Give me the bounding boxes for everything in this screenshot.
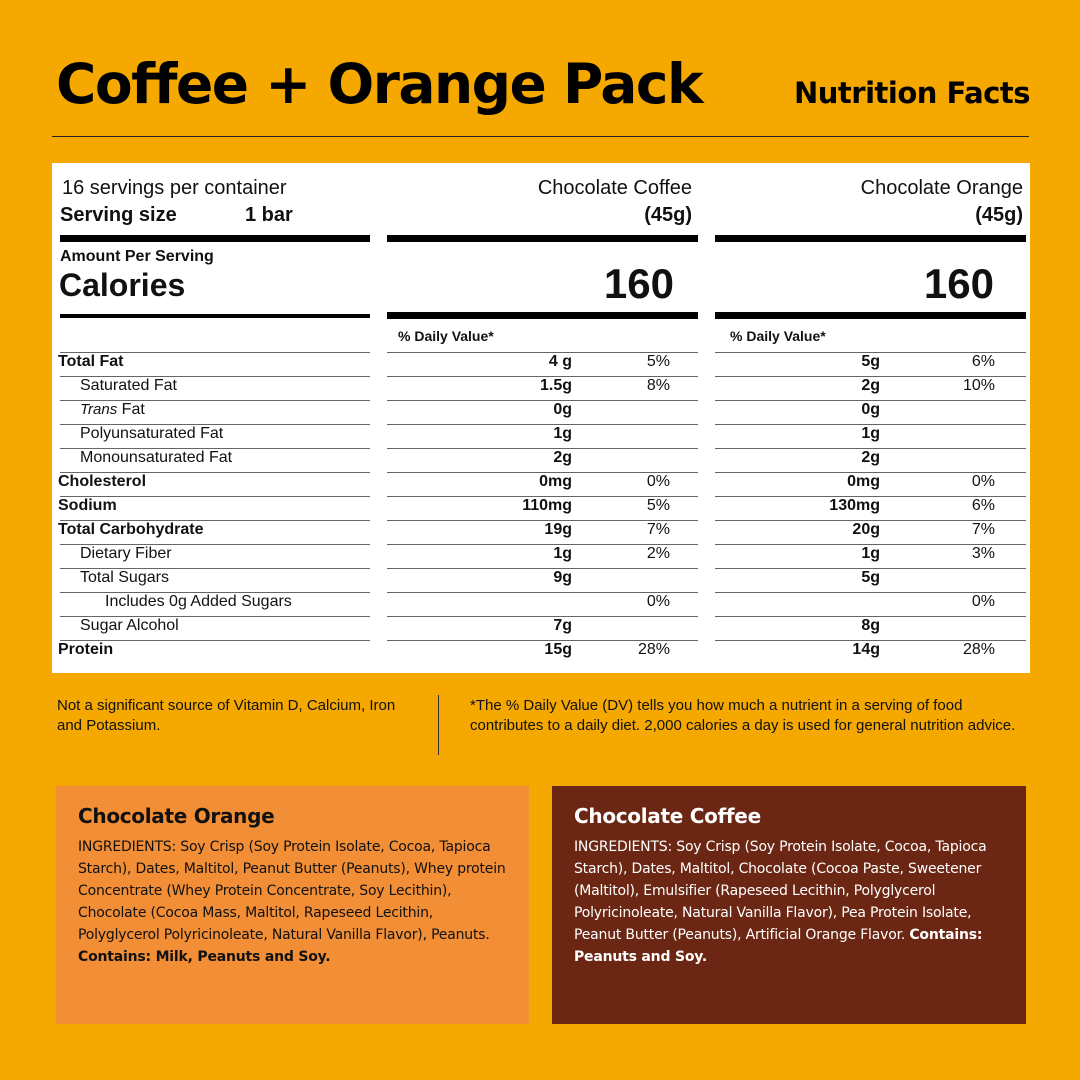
orange-daily-value: 7% bbox=[971, 521, 995, 538]
calories-orange: 160 bbox=[923, 260, 994, 307]
column-header-coffee: Chocolate Coffee bbox=[537, 177, 692, 199]
coffee-amount: 1g bbox=[553, 425, 572, 442]
calories-coffee: 160 bbox=[603, 260, 674, 307]
nutrient-name: Total Fat bbox=[58, 353, 124, 370]
orange-amount: 130mg bbox=[829, 497, 880, 514]
orange-amount: 14g bbox=[852, 641, 880, 658]
nutrient-name: Total Carbohydrate bbox=[58, 521, 204, 538]
header-divider bbox=[52, 136, 1029, 137]
nutrient-name: Total Sugars bbox=[80, 569, 169, 586]
orange-amount: 2g bbox=[861, 377, 880, 394]
nutrient-name: Includes 0g Added Sugars bbox=[105, 593, 292, 610]
orange-amount: 0g bbox=[861, 401, 880, 418]
nutrient-name: Saturated Fat bbox=[80, 377, 177, 394]
nutrient-name: Protein bbox=[58, 641, 114, 658]
nutrient-name bbox=[80, 398, 145, 422]
nutrient-name: Dietary Fiber bbox=[80, 545, 172, 562]
nutrient-name-italic: Trans bbox=[80, 401, 118, 418]
orange-daily-value: 10% bbox=[962, 377, 995, 394]
nutrient-name: Monounsaturated Fat bbox=[80, 449, 233, 466]
nutrient-name-text: Fat bbox=[117, 401, 145, 418]
orange-amount: 0mg bbox=[847, 473, 880, 490]
ingredients-box-coffee bbox=[552, 786, 1026, 1024]
orange-amount: 1g bbox=[861, 545, 880, 562]
footnote-daily-value: *The % Daily Value (DV) tells you how much a nutrient in a serving of food contributes to a daily diet. 2,000 calories a day is used for general nutrition advice. bbox=[470, 697, 1016, 734]
ingredients-text-coffee bbox=[574, 836, 1004, 968]
ingredients-title-orange: Chocolate Orange bbox=[78, 804, 275, 828]
coffee-daily-value: 5% bbox=[646, 353, 670, 370]
page-subtitle: Nutrition Facts bbox=[794, 76, 1030, 110]
daily-value-header-coffee: % Daily Value* bbox=[398, 328, 494, 344]
coffee-amount: 7g bbox=[553, 617, 572, 634]
amount-per-serving: Amount Per Serving bbox=[60, 248, 214, 265]
coffee-daily-value: 2% bbox=[646, 545, 670, 562]
calories-bar-orange bbox=[715, 312, 1026, 319]
coffee-daily-value: 5% bbox=[646, 497, 670, 514]
row-divider bbox=[387, 568, 698, 569]
header-bar-orange bbox=[715, 235, 1026, 242]
nutrient-name: Sugar Alcohol bbox=[80, 617, 179, 634]
coffee-amount: 1.5g bbox=[539, 377, 572, 394]
footnote-vitamins: Not a significant source of Vitamin D, Calcium, Iron and Potassium. bbox=[57, 697, 396, 734]
row-divider bbox=[387, 448, 698, 449]
orange-amount: 1g bbox=[861, 425, 880, 442]
calories-label: Calories bbox=[59, 267, 186, 303]
footnote-divider bbox=[438, 695, 439, 755]
calories-bar-left bbox=[60, 314, 370, 318]
serving-size-label: Serving size bbox=[60, 204, 177, 226]
orange-daily-value: 0% bbox=[971, 473, 995, 490]
orange-daily-value: 0% bbox=[971, 593, 995, 610]
orange-amount: 20g bbox=[852, 521, 880, 538]
coffee-daily-value: 0% bbox=[646, 473, 670, 490]
daily-value-header-orange: % Daily Value* bbox=[730, 328, 826, 344]
orange-daily-value: 3% bbox=[971, 545, 995, 562]
orange-amount: 5g bbox=[861, 569, 880, 586]
coffee-daily-value: 28% bbox=[637, 641, 670, 658]
page-title: Coffee + Orange Pack bbox=[56, 52, 703, 116]
ingredients-title-coffee: Chocolate Coffee bbox=[574, 804, 761, 828]
coffee-amount: 110mg bbox=[522, 497, 572, 514]
orange-amount: 2g bbox=[861, 449, 880, 466]
servings-per-container: 16 servings per container bbox=[62, 177, 287, 199]
calories-bar-coffee bbox=[387, 312, 698, 319]
ingredients-list-coffee: INGREDIENTS: Soy Crisp (Soy Protein Isolate, Cocoa, Tapioca Starch), Dates, Maltitol, Chocolate (Cocoa Paste, Sweetener (Maltitol), Emulsifier (Rapeseed Lecithin, Polyglycerol Polyricinoleate, Natural Vanilla Flavor), Pea Protein Isolate, Peanut Butter (Peanuts), Artificial Orange Flavor. bbox=[574, 839, 987, 943]
header-bar-coffee bbox=[387, 235, 698, 242]
serving-size-value: 1 bar bbox=[245, 204, 293, 226]
column-header-orange: Chocolate Orange bbox=[860, 177, 1023, 199]
header-bar-left bbox=[60, 235, 370, 242]
orange-daily-value: 6% bbox=[971, 353, 995, 370]
ingredients-list-orange: INGREDIENTS: Soy Crisp (Soy Protein Isolate, Cocoa, Tapioca Starch), Dates, Maltitol, Peanut Butter (Peanuts), Whey protein Concentrate (Whey Protein Concentrate, Soy Lecithin), Chocolate (Cocoa Mass, Maltitol, Rapeseed Lecithin, Polyglycerol Polyricinoleate, Natural Vanilla Flavor), Peanuts. bbox=[78, 839, 506, 943]
nutrition-facts-panel bbox=[52, 163, 1030, 673]
row-divider bbox=[387, 400, 698, 401]
ingredients-box-orange bbox=[56, 786, 529, 1024]
allergens-orange: Contains: Milk, Peanuts and Soy. bbox=[78, 949, 331, 965]
coffee-amount: 4 g bbox=[548, 353, 572, 370]
orange-daily-value: 6% bbox=[971, 497, 995, 514]
nutrient-name: Cholesterol bbox=[58, 473, 147, 490]
ingredients-text-orange bbox=[78, 836, 507, 968]
coffee-amount: 0mg bbox=[539, 473, 572, 490]
nutrient-name: Polyunsaturated Fat bbox=[80, 425, 224, 442]
row-divider bbox=[387, 616, 698, 617]
allergens-coffee: Contains: Peanuts and Soy. bbox=[574, 927, 983, 965]
coffee-daily-value: 0% bbox=[646, 593, 670, 610]
column-weight-orange: (45g) bbox=[975, 204, 1023, 226]
column-weight-coffee: (45g) bbox=[644, 204, 692, 226]
nutrient-name: Sodium bbox=[58, 497, 117, 514]
orange-daily-value: 28% bbox=[962, 641, 995, 658]
coffee-daily-value: 8% bbox=[646, 377, 670, 394]
coffee-amount: 2g bbox=[553, 449, 572, 466]
coffee-amount: 1g bbox=[553, 545, 572, 562]
coffee-amount: 19g bbox=[544, 521, 572, 538]
coffee-amount: 9g bbox=[553, 569, 572, 586]
coffee-daily-value: 7% bbox=[646, 521, 670, 538]
coffee-amount: 15g bbox=[544, 641, 572, 658]
coffee-amount: 0g bbox=[553, 401, 572, 418]
row-divider bbox=[387, 424, 698, 425]
orange-amount: 8g bbox=[861, 617, 880, 634]
orange-amount: 5g bbox=[861, 353, 880, 370]
